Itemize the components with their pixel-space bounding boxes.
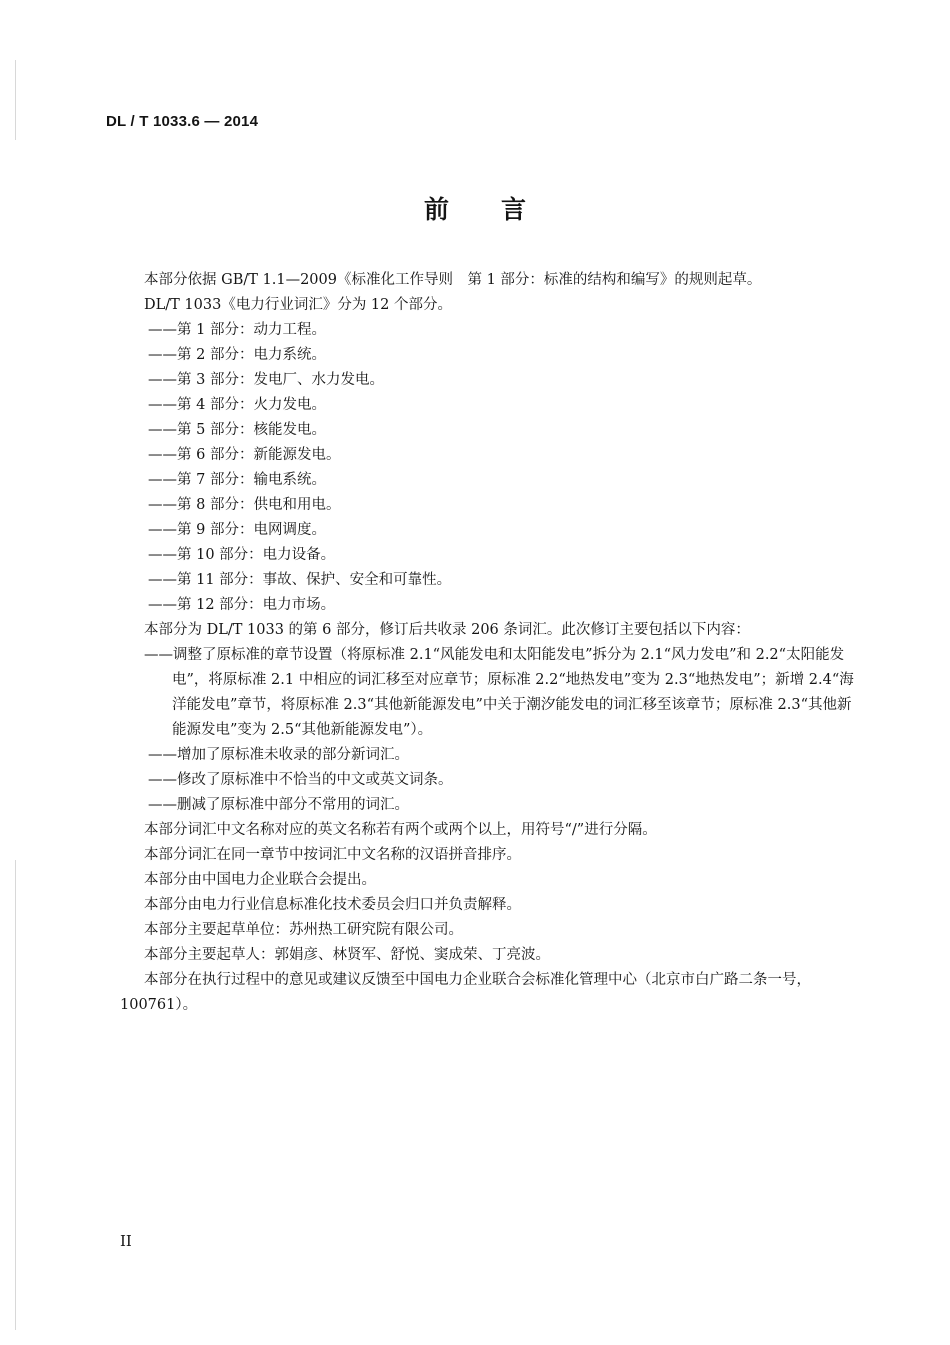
page-number: II xyxy=(120,1232,132,1250)
part-list-item: ——第 1 部分：动力工程。 xyxy=(148,322,326,338)
scan-edge-line-top xyxy=(15,60,16,140)
part-list-item: ——第 6 部分：新能源发电。 xyxy=(148,447,341,463)
part-list-item: ——第 12 部分：电力市场。 xyxy=(148,597,336,613)
foreword-body xyxy=(120,268,865,1018)
scan-edge-line-bottom xyxy=(15,860,16,1330)
note-paragraph: 本部分词汇在同一章节中按词汇中文名称的汉语拼音排序。 xyxy=(144,847,521,863)
note-paragraph: 本部分由中国电力企业联合会提出。 xyxy=(144,872,376,888)
part-list-item: ——第 8 部分：供电和用电。 xyxy=(148,497,341,513)
change-list-item: ——增加了原标准未收录的部分新词汇。 xyxy=(148,747,409,763)
page-title xyxy=(0,190,950,226)
part-list-item: ——第 3 部分：发电厂、水力发电。 xyxy=(148,372,384,388)
part-list-item: ——第 11 部分：事故、保护、安全和可靠性。 xyxy=(148,572,452,588)
note-paragraph: 本部分由电力行业信息标准化技术委员会归口并负责解释。 xyxy=(144,897,521,913)
change-list-item: ——删减了原标准中部分不常用的词汇。 xyxy=(148,797,409,813)
part-list-item: ——第 5 部分：核能发电。 xyxy=(148,422,326,438)
revision-intro: 本部分为 DL/T 1033 的第 6 部分，修订后共收录 206 条词汇。此次修订主要包括以下内容： xyxy=(144,622,750,638)
part-list-item: ——第 7 部分：输电系统。 xyxy=(148,472,326,488)
part-list-item: ——第 4 部分：火力发电。 xyxy=(148,397,326,413)
note-paragraph: 本部分词汇中文名称对应的英文名称若有两个或两个以上，用符号“/”进行分隔。 xyxy=(144,822,657,838)
part-list-item: ——第 9 部分：电网调度。 xyxy=(148,522,326,538)
note-paragraph: 本部分主要起草人：郭娟彦、林贤军、舒悦、窦成荣、丁亮波。 xyxy=(144,947,550,963)
change-list-item: ——修改了原标准中不恰当的中文或英文词条。 xyxy=(148,772,453,788)
page-title-char-2: 言 xyxy=(501,195,527,224)
standard-code-header: DL / T 1033.6 — 2014 xyxy=(106,113,259,130)
feedback-paragraph: 本部分在执行过程中的意见或建议反馈至中国电力企业联合会标准化管理中心（北京市白广路二条一号，100761）。 xyxy=(120,972,811,1013)
intro-paragraph-1: 本部分依据 GB/T 1.1—2009《标准化工作导则 第 1 部分：标准的结构和编写》的规则起草。 xyxy=(144,272,762,288)
intro-paragraph-2: DL/T 1033《电力行业词汇》分为 12 个部分。 xyxy=(144,297,452,313)
note-paragraph: 本部分主要起草单位：苏州热工研究院有限公司。 xyxy=(144,922,463,938)
change-list-item: ——调整了原标准的章节设置（将原标准 2.1“风能发电和太阳能发电”拆分为 2.1“风力发电”和 2.2“太阳能发电”，将原标准 2.1 中相应的词汇移至对应章节；原标准 2.2“地热发电”变为 2.3“地热发电”；新增 2.4“海洋能发电”章节，将原标准 2.3“其他新能源发电”中关于潮汐能发电的词汇移至该章节；原标准 2.3“其他新能源发电”变为 2.5“其他新能源发电”）。 xyxy=(144,647,854,738)
page-title-char-1: 前 xyxy=(423,195,449,224)
part-list-item: ——第 2 部分：电力系统。 xyxy=(148,347,326,363)
part-list-item: ——第 10 部分：电力设备。 xyxy=(148,547,336,563)
